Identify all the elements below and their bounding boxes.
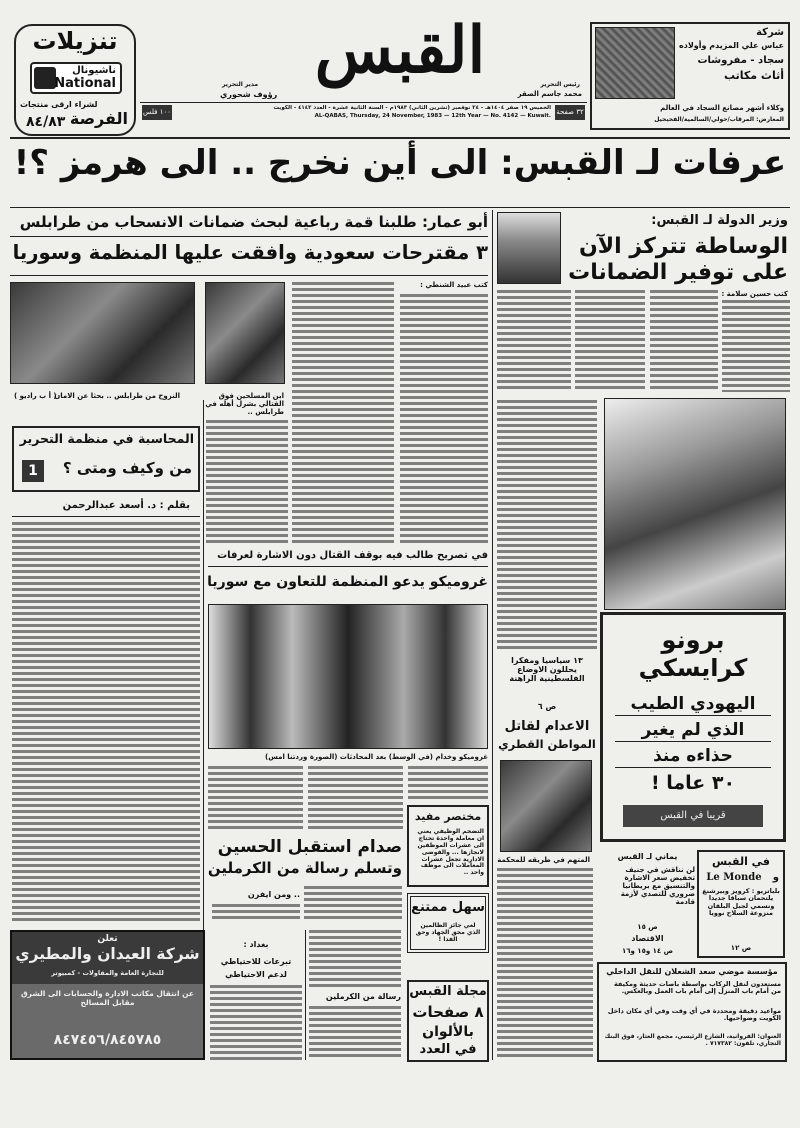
short-box-body: التضخم الوظيفي يعني ان معاملة واحدة تحتاج الى عشرات الموظفين لانجازها ... والفوضى الادارية تجعل عشرات المعاملات الى موظف واحد .. <box>417 828 484 877</box>
gromyko-kicker: في تصريح طالب فيه بوقف القتال دون الاشارة لعرفات <box>217 550 488 561</box>
yamani-page-ref: ص ١٥ <box>637 923 658 931</box>
brand-ar: ناشيونال <box>72 65 116 76</box>
ad-carpets-line: شركة <box>756 27 784 38</box>
arafat-headline: أبو عمار: طلبنا قمة رباعية لبحث ضمانات الانسحاب من طرابلس <box>19 213 488 231</box>
kreisky-footer: قريبا في القبس <box>623 805 763 827</box>
national-logo <box>30 62 122 94</box>
gromyko-photo <box>208 604 488 749</box>
kreisky-line: حذاءه منذ <box>615 747 771 768</box>
main-headline: عرفات لـ القبس: الى أين نخرج .. الى هرمز ؟! <box>13 143 787 183</box>
ad-national-title: تنزيلات <box>32 27 118 55</box>
minister-headline-2: على توفير الضمانات <box>568 260 788 285</box>
baghdad-subhead: رسالة من الكرملين <box>325 992 401 1001</box>
national-emblem-icon <box>34 67 56 89</box>
syrian-page-ref: ص ٦ <box>537 702 557 711</box>
news-photo-large <box>604 398 786 610</box>
ad-national <box>14 24 136 136</box>
ad-national-offer: الفرصة <box>69 109 128 128</box>
lemonde-title: في القبس <box>711 855 771 868</box>
baghdad-headline-2: لدعم الاحتياطي <box>225 970 287 979</box>
gromyko-caption: غروميكو وخدام (في الوسط) بعد المحادثات (الصورة وردتنا امس) <box>265 753 488 761</box>
aidan-body: عن انتقال مكاتب الادارة والحسابات الى الشرق مقابل المسالخ <box>20 989 195 1007</box>
execution-photo <box>500 760 592 852</box>
lemonde-conj: و <box>772 872 779 883</box>
accountability-box <box>12 426 200 492</box>
tripoli-photo <box>10 282 195 384</box>
easy-box <box>407 893 489 953</box>
ad-national-season: ٨٤/٨٣ <box>26 114 66 130</box>
economy-section: الاقتصاد <box>631 934 664 943</box>
carpet-image <box>595 27 675 99</box>
masthead-logo: القبس <box>314 13 486 88</box>
lemonde-body: بلباتريو : كرويز وبيرشنغ يلتحمان سباقا جديدا ونسمي لجبل البلقان منزوعة السلاح نوويا <box>702 887 780 918</box>
baghdad-dateline: بغداد : <box>243 940 269 949</box>
arafat-byline: كتب عبيد الشنطي : <box>420 281 488 289</box>
aidan-company: شركة العيدان والمطيري <box>15 945 200 963</box>
execution-headline: الاعدام لقاتل <box>504 719 590 734</box>
kreisky-name: برونو <box>661 626 725 654</box>
gunman-caption: ابن المسلحين فوق القتالي بشرل أهله في طرابلس .. <box>205 392 284 416</box>
lemonde-page-ref: ص ١٢ <box>730 944 752 952</box>
transport-title: مؤسسة موضي سعد الشعلان للنقل الداخلي <box>606 967 778 976</box>
transport-item: مستعدون لنقل الركاب بواسطة باصات حديثة ومكيفة من أمام باب المنزل إلى أمام باب العمل وبالعكس. <box>613 980 781 996</box>
transport-item: مواعيد دقيقة ومحددة في أي وقت وفي أي مكان داخل الكويت وضواحيها. <box>607 1007 781 1023</box>
ad-carpets-company: عباس علي المزيدم وأولاده <box>679 41 784 50</box>
execution-headline-2: المواطن القطري <box>498 737 596 751</box>
ad-aidan <box>10 930 205 1060</box>
pages-badge: ٣٢ صفحة <box>555 105 585 120</box>
date-bar <box>140 104 587 122</box>
ad-carpets-line: المعارض: المرقاب/حولي/السالمية/الفحيحيل <box>654 116 784 123</box>
managing-editor: رؤوف شحوري <box>220 90 278 99</box>
yamani-headline: يماني لـ القبس <box>617 852 678 861</box>
magazine-line: في العدد <box>419 1042 477 1057</box>
minister-byline: كتب حسين سلامة : <box>721 290 788 298</box>
syrian-headline: ١٣ سياسيا ومفكرا يحللون الاوضاع الفلسطينية الراهنة <box>509 656 585 684</box>
kreisky-line: ٣٠ عاما ! <box>650 772 736 794</box>
date-arabic: الخميس ١٩ صفر ١٤٠٤هـ - ٢٤ نوفمبر (تشرين الثاني) ١٩٨٣م - السنة الثانية عشرة - العدد ٤١٤٢ - الكويت <box>273 105 551 111</box>
lemonde-box <box>697 850 785 958</box>
easy-box-title: سهل ممتنع <box>411 900 485 915</box>
transport-address: العنوان: الفروانية، الشارع الرئيسي، مجمع العثار، فوق البنك التجاري، تلفون: ٧١٧٣٨٢ . <box>604 1033 781 1047</box>
magazine-line: بالألوان <box>422 1024 474 1040</box>
tripoli-credit: ( أ ب راديو ) <box>14 392 57 400</box>
baghdad-headline: تبرعات للاحتياطي <box>220 957 292 966</box>
brand-en: National <box>54 76 116 91</box>
magazine-box <box>407 980 489 1062</box>
saddam-headline: صدام استقبل الحسين <box>217 837 402 857</box>
ad-transport <box>597 962 787 1062</box>
ad-carpets <box>590 22 790 130</box>
minister-kicker: وزير الدولة لـ القبس: <box>651 213 788 228</box>
easy-box-body: لغي جائز الظالمين الذي محق الجهاد وحق الفدا ! <box>415 922 481 943</box>
accountability-title-2: من وكيف ومتى ؟ <box>62 459 192 477</box>
saddam-headline-2: وتسلم رسالة من الكرملين <box>207 859 402 877</box>
accountability-title: المحاسبة في منظمة التحرير <box>19 431 194 446</box>
ad-carpets-line: أثاث مكاتب <box>723 69 784 82</box>
accountability-byline: بقلم : د. أسعد عبدالرحمن <box>62 500 190 511</box>
ad-carpets-line: سجاد - مفروشات <box>697 55 784 66</box>
ad-kreisky <box>600 612 786 842</box>
price-badge: ١٠٠ فلس <box>142 105 172 120</box>
ad-carpets-line: وكلاء أشهر مصانع السجاد في العالم <box>660 104 784 112</box>
execution-caption: المتهم في طريقه للمحكمة <box>497 856 590 864</box>
minister-portrait <box>497 212 561 284</box>
saddam-subhead: .. ومن ايفرن <box>247 890 300 899</box>
lemonde-brand: Le Monde <box>706 872 762 883</box>
kreisky-line: اليهودي الطيب <box>615 695 771 716</box>
short-box <box>407 805 489 887</box>
yamani-body: لن نناقش في جنيف تخفيض سعر الاشارة والتنسيق مع بريطانيا ضروري للتصدي لأزمة قادمة <box>620 866 695 907</box>
magazine-line: ٨ صفحات <box>412 1003 484 1021</box>
aidan-intro: تعلن <box>97 934 118 944</box>
tripoli-caption: النزوح من طرابلس .. بحثا عن الامان <box>54 392 180 400</box>
date-english: AL-QABAS, Thursday, 24 November, 1983 — 12th Year — No. 4142 — Kuwait. <box>314 113 551 119</box>
kreisky-line: الذي لم يغير <box>615 721 771 742</box>
aidan-phones: ٨٤٧٤٥٦/٨٤٥٧٨٥ <box>53 1032 162 1048</box>
aidan-activity: للتجارة العامة والمقاولات - كمبيوتر <box>51 969 164 977</box>
kreisky-name-2: كرايسكي <box>638 654 748 682</box>
ad-national-tagline: لشراء ارقى منتجات <box>20 100 98 109</box>
managing-editor-label: مدير التحرير <box>222 81 259 88</box>
editor-in-chief: محمد جاسم الصقر <box>517 90 582 98</box>
editor-in-chief-label: رئيس التحرير <box>540 81 580 88</box>
arafat-subhead: ٣ مقترحات سعودية وافقت عليها المنظمة وسوريا <box>12 241 488 264</box>
part-number-badge: 1 <box>22 460 44 482</box>
economy-pages: ص ١٤ و١٥ و١٦ <box>621 947 674 955</box>
gunman-photo <box>205 282 285 384</box>
gromyko-headline: غروميكو يدعو المنظمة للتعاون مع سوريا <box>207 574 488 590</box>
short-box-title: مختصر مفيد <box>414 810 482 823</box>
minister-headline: الوساطة تتركز الآن <box>579 234 788 259</box>
magazine-line: مجلة القبس <box>409 984 487 999</box>
